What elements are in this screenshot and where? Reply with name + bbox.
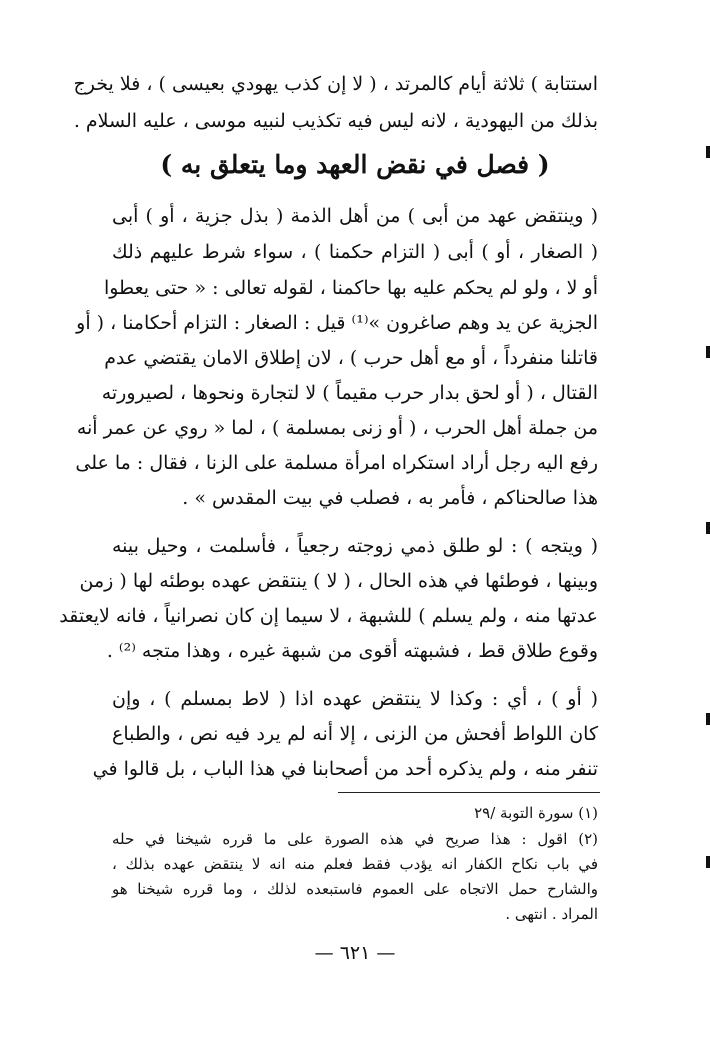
text-line: ( وينتقض عهد من أبى ) من أهل الذمة ( بذل جزية ، أو ) أبى bbox=[112, 205, 598, 227]
text-line: أو لا ، ولو لم يحكم عليه بها حاكمنا ، لقوله تعالى : « حتى يعطوا bbox=[103, 277, 598, 299]
footnote-divider bbox=[338, 792, 600, 793]
text-line: تنفر منه ، ولم يذكره أحد من أصحابنا في هذا الباب ، بل قالوا في bbox=[92, 758, 598, 780]
scan-edge-mark bbox=[706, 713, 710, 725]
text-line: بذلك من اليهودية ، لانه ليس فيه تكذيب لنبيه موسى ، عليه السلام . bbox=[73, 110, 598, 132]
footnote-line: (١) سورة التوبة /٢٩ bbox=[474, 804, 598, 822]
scan-edge-mark bbox=[706, 346, 710, 358]
text-line: استتابة ) ثلاثة أيام كالمرتد ، ( لا إن كذب يهودي بعيسى ) ، فلا يخرج bbox=[73, 73, 598, 95]
section-heading: ( فصل في نقض العهد وما يتعلق به ) bbox=[160, 150, 550, 179]
text-line: رفع اليه رجل أراد استكراه امرأة مسلمة على الزنا ، فقال : ما على bbox=[75, 452, 598, 474]
footnote-line: والشارح حمل الاتجاه على العموم فاستبعده لذلك ، وما قرره شيخنا هو bbox=[112, 880, 598, 898]
text-line: ( الصغار ، أو ) أبى ( التزام حكمنا ) ، سواء شرط عليهم ذلك bbox=[112, 241, 598, 263]
page-number: — ٦٢١ — bbox=[314, 942, 396, 964]
footnote-line: (٢) اقول : هذا صريح في هذه الصورة على ما قرره شيخنا في حله bbox=[112, 830, 598, 848]
text-line: عدتها منه ، ولم يسلم ) للشبهة ، لا سيما إن كان نصرانياً ، فانه لايعتقد bbox=[59, 605, 598, 627]
scan-edge-mark bbox=[706, 522, 710, 534]
scan-edge-mark bbox=[706, 146, 710, 158]
text-line: من جملة أهل الحرب ، ( أو زنى بمسلمة ) ، لما « روي عن عمر أنه bbox=[76, 417, 598, 439]
text-line: وبينها ، فوطئها في هذه الحال ، ( لا ) ينتقض عهده بوطئه لها ( زمن bbox=[79, 570, 598, 592]
text-line: قاتلنا منفرداً ، أو مع أهل حرب ) ، لان إطلاق الامان يقتضي عدم bbox=[104, 347, 598, 369]
scan-edge-mark bbox=[706, 856, 710, 868]
text-line: ( أو ) ، أي : وكذا لا ينتقض عهده اذا ( لاط بمسلم ) ، وإن bbox=[112, 688, 598, 710]
text-line: كان اللواط أفحش من الزنى ، إلا أنه لم يرد فيه نص ، والطباع bbox=[112, 723, 598, 745]
text-line: وقوع طلاق قط ، فشبهته أقوى من شبهة غيره ، وهذا متجه ⁽²⁾ . bbox=[106, 640, 598, 662]
text-line: هذا صالحناكم ، فأمر به ، فصلب في بيت المقدس » . bbox=[182, 487, 598, 509]
footnote-line: في باب نكاح الكفار انه يؤدب فقط فعلم منه انه لا ينتقض عهده بذلك ، bbox=[112, 855, 598, 873]
text-line: ( ويتجه ) : لو طلق ذمي زوجته رجعياً ، فأسلمت ، وحيل بينه bbox=[112, 535, 598, 557]
footnote-line: المراد . انتهى . bbox=[505, 905, 598, 923]
text-line: القتال ، ( أو لحق بدار حرب مقيماً ) لا لتجارة ونحوها ، لصيرورته bbox=[101, 382, 598, 404]
text-line: الجزية عن يد وهم صاغرون »⁽¹⁾ قيل : الصغار : التزام أحكامنا ، ( أو bbox=[76, 312, 598, 334]
